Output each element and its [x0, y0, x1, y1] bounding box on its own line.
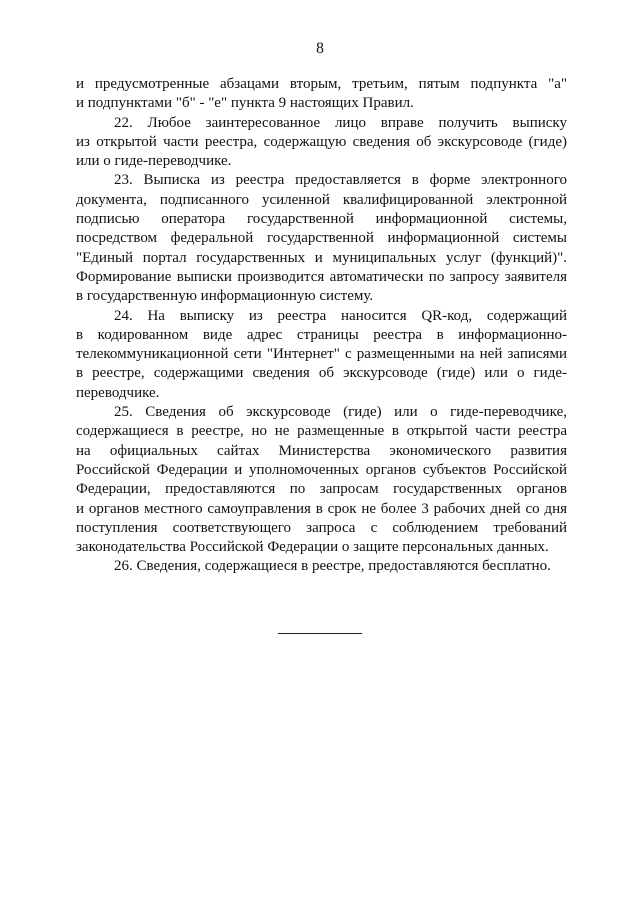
page-number: 8: [316, 40, 324, 57]
paragraph-line: законодательства Российской Федерации о защите персональных данных.: [76, 539, 549, 556]
document-body: [76, 75, 567, 577]
paragraph-line: из открытой части реестра, содержащую сведения об экскурсоводе (гиде): [76, 133, 567, 150]
paragraph-line: на официальных сайтах Министерства экономического развития: [76, 442, 567, 459]
paragraph-line: поступления соответствующего запроса с соблюдением требований: [76, 519, 567, 536]
paragraph-line: подписью оператора государственной информационной системы,: [76, 211, 567, 228]
paragraph-line: 22. Любое заинтересованное лицо вправе получить выписку: [114, 114, 567, 131]
paragraph-26: [76, 557, 567, 576]
paragraph-line: и предусмотренные абзацами вторым, третьим, пятым подпункта "а": [76, 76, 567, 92]
paragraph-line: переводчике.: [76, 384, 160, 401]
paragraph-24: [76, 307, 567, 403]
paragraph-25: [76, 403, 567, 557]
paragraph-line: 24. На выписку из реестра наносится QR-код, содержащий: [114, 307, 567, 324]
paragraph-line: 26. Сведения, содержащиеся в реестре, предоставляются бесплатно.: [114, 558, 551, 575]
paragraph-line: и органов местного самоуправления в срок не более 3 рабочих дней со дня: [76, 500, 567, 517]
paragraph-line: документа, подписанного усиленной квалифицированной электронной: [76, 191, 567, 208]
paragraph-line: телекоммуникационной сети "Интернет" с размещенными на ней записями: [76, 346, 567, 363]
paragraph-line: содержащиеся в реестре, но не размещенные в открытой части реестра: [76, 423, 567, 440]
paragraph-line: Формирование выписки производится автоматически по запросу заявителя: [76, 268, 567, 285]
paragraph-line: в государственную информационную систему.: [76, 288, 374, 305]
paragraph-line: в кодированном виде адрес страницы реестра в информационно-: [76, 326, 567, 343]
paragraph-line: 25. Сведения об экскурсоводе (гиде) или о гиде-переводчике,: [114, 404, 567, 421]
paragraph-23: [76, 171, 567, 306]
paragraph-line: или о гиде-переводчике.: [76, 153, 232, 170]
paragraph-continuation: [76, 75, 567, 114]
paragraph-line: "Единый портал государственных и муниципальных услуг (функций)".: [76, 249, 567, 266]
paragraph-line: посредством федеральной государственной информационной системы: [76, 230, 567, 247]
paragraph-line: и подпунктами "б" - "е" пункта 9 настоящих Правил.: [76, 95, 414, 112]
paragraph-22: [76, 114, 567, 172]
paragraph-line: 23. Выписка из реестра предоставляется в форме электронного: [114, 172, 567, 189]
paragraph-line: в реестре, содержащими сведения об экскурсоводе (гиде) или о гиде-: [76, 365, 567, 382]
paragraph-line: Федерации, предоставляются по запросам государственных органов: [76, 481, 567, 498]
end-of-document-rule: [278, 633, 362, 634]
paragraph-line: Российской Федерации и уполномоченных органов субъектов Российской: [76, 461, 567, 478]
